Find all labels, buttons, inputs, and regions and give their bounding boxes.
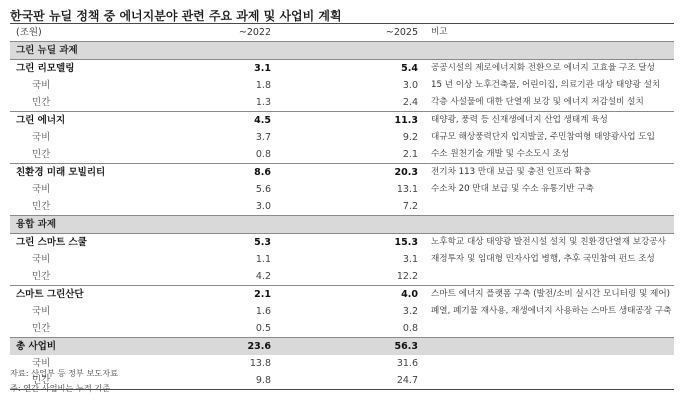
value-2025: 3.0 xyxy=(402,80,418,91)
value-2025: 0.8 xyxy=(402,323,418,334)
total-row xyxy=(10,338,674,356)
funding-row xyxy=(10,198,674,216)
project-name: 그린 리모델링 xyxy=(10,60,190,78)
section-empty-cell xyxy=(190,42,283,60)
value-2022: 0.5 xyxy=(255,323,271,334)
value-2025: 13.1 xyxy=(396,184,418,195)
project-note: 스마트 에너지 플랫폼 구축 (발전/소비 실시간 모니터링 및 제어) xyxy=(421,286,674,304)
total-note-empty xyxy=(421,338,674,356)
value-2022: 1.3 xyxy=(255,97,271,108)
section-empty-cell xyxy=(190,216,283,234)
funding-note: 수소 원천기술 개발 및 수소도시 조성 xyxy=(431,149,570,159)
project-note: 태양광, 풍력 등 신재생에너지 산업 생태계 육성 xyxy=(421,112,674,130)
funding-row xyxy=(10,303,674,320)
header-row xyxy=(10,24,674,42)
project-row xyxy=(10,234,674,252)
project-name: 스마트 그린산단 xyxy=(10,286,190,304)
funding-note: 폐열, 폐기물 재사용, 재생에너지 사용하는 스마트 생태공장 구축 xyxy=(431,306,672,316)
value-2025: 12.2 xyxy=(396,271,418,282)
project-row xyxy=(10,164,674,182)
project-note: 전기차 113 만대 보급 및 충전 인프라 확충 xyxy=(421,164,674,182)
value-2025: 2.1 xyxy=(402,149,418,160)
note-header: 비고 xyxy=(421,24,674,42)
total-2025: 56.3 xyxy=(283,338,421,356)
funding-source: 국비 xyxy=(32,80,51,91)
funding-source: 민간 xyxy=(32,97,51,108)
section-empty-cell xyxy=(283,216,421,234)
funding-source: 국비 xyxy=(32,358,51,369)
funding-source: 국비 xyxy=(32,132,51,143)
section-empty-cell xyxy=(421,42,674,60)
section-title: 그린 뉴딜 과제 xyxy=(10,42,190,60)
col-2022-header: ~2022 xyxy=(190,24,283,42)
section-row xyxy=(10,42,674,60)
section-row xyxy=(10,216,674,234)
value-2022: 3.0 xyxy=(255,201,271,212)
funding-row xyxy=(10,129,674,146)
funding-note: 대규모 해상풍력단지 입지발굴, 주민참여형 태양광사업 도입 xyxy=(431,132,655,142)
value-2025: 4.0 xyxy=(283,286,421,304)
funding-note xyxy=(421,198,674,216)
source-footnote: 자료: 산업부 등 정부 보도자료 xyxy=(10,368,119,378)
value-2022: 8.6 xyxy=(190,164,283,182)
funding-source: 민간 xyxy=(32,323,51,334)
unit-footnote: 주: 연간 사업비는 누적 기준 xyxy=(10,383,111,393)
section-empty-cell xyxy=(421,216,674,234)
funding-note: 15 년 이상 노후건축물, 어린이집, 의료기관 대상 태양광 설치 xyxy=(431,80,661,90)
funding-note xyxy=(421,320,674,338)
funding-row xyxy=(10,181,674,198)
funding-source: 민간 xyxy=(32,201,51,212)
project-row xyxy=(10,286,674,304)
funding-row xyxy=(10,251,674,268)
project-row xyxy=(10,112,674,130)
total-2022: 23.6 xyxy=(190,338,283,356)
funding-note: 재정투자 및 임대형 민자사업 병행, 추후 국민참여 펀드 조성 xyxy=(431,254,655,264)
value-2022: 9.8 xyxy=(190,372,283,390)
value-2022: 3.7 xyxy=(255,132,271,143)
project-note: 노후학교 대상 태양광 발전시설 설치 및 친환경단열재 보강공사 xyxy=(421,234,674,252)
value-2025: 2.4 xyxy=(402,97,418,108)
value-2022: 1.8 xyxy=(255,80,271,91)
project-name: 그린 에너지 xyxy=(10,112,190,130)
value-2022: 3.1 xyxy=(190,60,283,78)
funding-row xyxy=(10,94,674,112)
funding-note xyxy=(421,268,674,286)
funding-note-empty xyxy=(421,355,674,372)
value-2022: 1.6 xyxy=(255,306,271,317)
value-2022: 2.1 xyxy=(190,286,283,304)
value-2022: 0.8 xyxy=(255,149,271,160)
project-row xyxy=(10,60,674,78)
funding-row xyxy=(10,146,674,164)
section-title: 융합 과제 xyxy=(10,216,190,234)
funding-note: 수소차 20 만대 보급 및 수소 유통기반 구축 xyxy=(431,184,594,194)
value-2025: 9.2 xyxy=(402,132,418,143)
funding-note: 각층 사설물에 대한 단열재 보강 및 에너지 저감설비 설치 xyxy=(431,97,644,107)
project-name: 그린 스마트 스쿨 xyxy=(10,234,190,252)
value-2025: 15.3 xyxy=(283,234,421,252)
funding-source: 국비 xyxy=(32,306,51,317)
value-2022: 1.1 xyxy=(255,254,271,265)
funding-source: 민간 xyxy=(10,372,190,390)
value-2022: 5.3 xyxy=(190,234,283,252)
funding-source: 민간 xyxy=(32,149,51,160)
value-2025: 5.4 xyxy=(283,60,421,78)
funding-source: 국비 xyxy=(32,184,51,195)
funding-source: 국비 xyxy=(32,254,51,265)
budget-table xyxy=(10,23,674,390)
value-2025: 7.2 xyxy=(402,201,418,212)
value-2022: 5.6 xyxy=(255,184,271,195)
table-title: 한국판 뉴딜 정책 중 에너지분야 관련 주요 과제 및 사업비 계획 xyxy=(10,9,342,23)
value-2025: 31.6 xyxy=(396,358,418,369)
value-2025: 3.1 xyxy=(402,254,418,265)
value-2025: 20.3 xyxy=(283,164,421,182)
value-2022: 4.5 xyxy=(190,112,283,130)
section-empty-cell xyxy=(283,42,421,60)
value-2025: 24.7 xyxy=(283,372,421,390)
funding-row xyxy=(10,77,674,94)
value-2022: 4.2 xyxy=(255,271,271,282)
project-name: 친환경 미래 모빌리티 xyxy=(10,164,190,182)
unit-header: (조원) xyxy=(10,24,190,42)
value-2022: 13.8 xyxy=(249,358,271,369)
col-2025-header: ~2025 xyxy=(283,24,421,42)
funding-source: 민간 xyxy=(32,271,51,282)
value-2025: 11.3 xyxy=(283,112,421,130)
funding-note-empty xyxy=(421,372,674,390)
project-note: 공공시설의 제로에너지화 전환으로 에너지 고효율 구조 달성 xyxy=(421,60,674,78)
funding-row xyxy=(10,320,674,338)
funding-row xyxy=(10,268,674,286)
total-label: 총 사업비 xyxy=(10,338,190,356)
value-2025: 3.2 xyxy=(402,306,418,317)
